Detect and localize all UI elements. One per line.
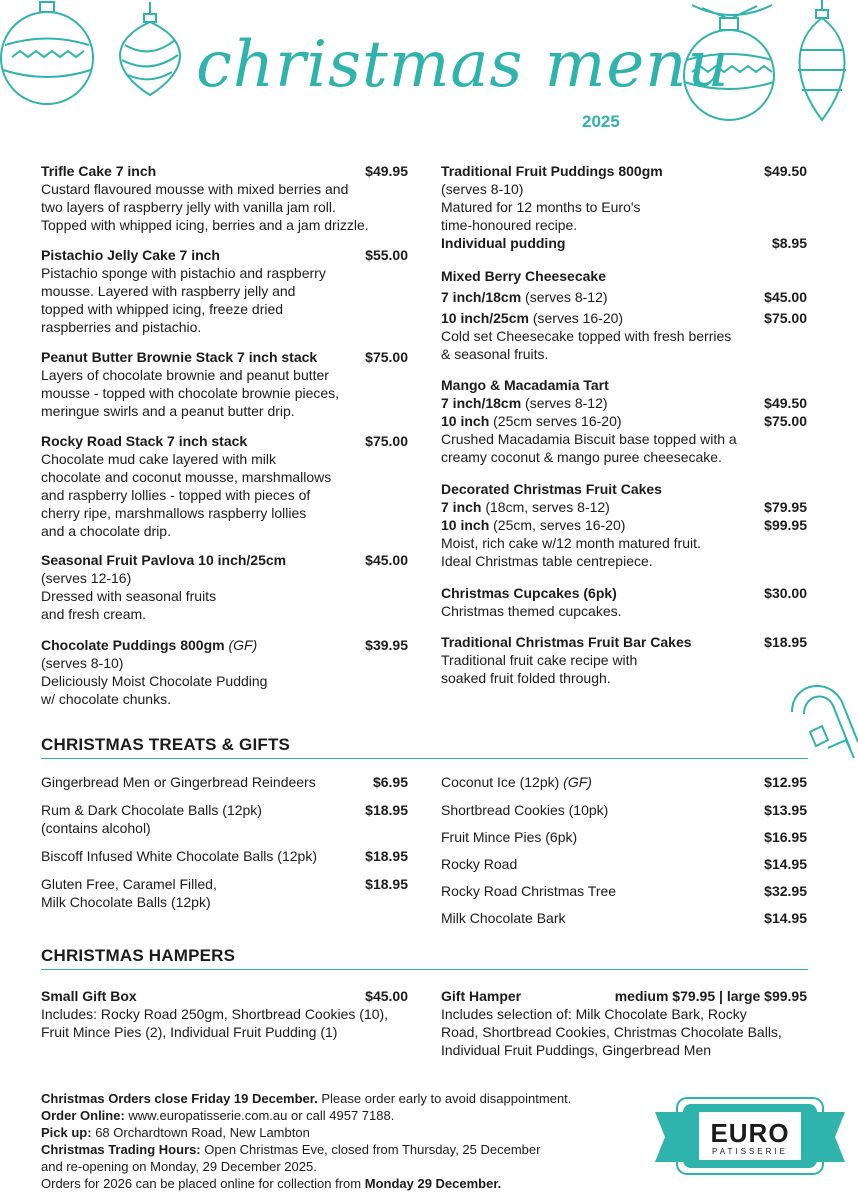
item-name: Decorated Christmas Fruit Cakes xyxy=(441,481,662,497)
menu-item xyxy=(441,162,807,252)
item-desc: two layers of raspberry jelly with vanilla jam roll. xyxy=(41,199,336,215)
item-desc: w/ chocolate chunks. xyxy=(41,691,171,707)
treat-name: Rocky Road Christmas Tree xyxy=(441,883,617,899)
menu-item xyxy=(441,376,807,466)
hamper-name: Small Gift Box xyxy=(41,988,137,1004)
menu-item xyxy=(41,551,408,623)
item-desc: meringue swirls and a peanut butter drip. xyxy=(41,403,295,419)
menu-item xyxy=(441,633,807,687)
footer-text: Please order early to avoid disappointment. xyxy=(317,1091,572,1106)
menu-item xyxy=(441,584,807,620)
treat-price: $14.95 xyxy=(764,856,807,872)
menu-item xyxy=(441,480,807,570)
item-price: $49.50 xyxy=(764,163,807,179)
hamper-item xyxy=(441,987,807,1059)
option-detail: (serves 8-12) xyxy=(521,289,608,305)
treat-name: Milk Chocolate Bark xyxy=(441,910,566,926)
hamper-item xyxy=(41,987,408,1041)
footer-label: Christmas Trading Hours: xyxy=(41,1142,201,1157)
option-detail: (18cm, serves 8-12) xyxy=(481,499,610,515)
item-desc: and fresh cream. xyxy=(41,606,147,622)
option-detail: (25cm serves 16-20) xyxy=(489,413,622,429)
treat-name: Gluten Free, Caramel Filled, xyxy=(41,876,217,892)
treat-note: (GF) xyxy=(563,774,592,790)
item-desc: creamy coconut & mango puree cheesecake. xyxy=(441,449,722,465)
footer-text: www.europatisserie.com.au or call 4957 7188. xyxy=(124,1108,395,1123)
item-name: Peanut Butter Brownie Stack 7 inch stack xyxy=(41,349,318,365)
option-size: 10 inch xyxy=(441,413,490,429)
treat-item xyxy=(441,828,807,846)
treat-name: Rocky Road xyxy=(441,856,518,872)
candy-cane-icon xyxy=(780,672,858,782)
bauble-left-icon xyxy=(0,0,200,120)
item-sub-price: $8.95 xyxy=(771,235,807,251)
treat-price: $18.95 xyxy=(365,802,408,818)
treat-name: Biscoff Infused White Chocolate Balls (12pk) xyxy=(41,848,317,864)
treat-price: $18.95 xyxy=(365,876,408,892)
item-name: Seasonal Fruit Pavlova 10 inch/25cm xyxy=(41,552,287,568)
menu-item xyxy=(41,162,408,234)
item-price: $79.95 xyxy=(764,499,807,515)
item-price: $75.00 xyxy=(365,433,408,449)
footer-text: 68 Orchardtown Road, New Lambton xyxy=(91,1125,310,1140)
item-desc: and raspberry lollies - topped with pieces of xyxy=(41,487,311,503)
menu-item xyxy=(41,246,408,336)
treat-item xyxy=(41,847,408,865)
item-desc: (serves 12-16) xyxy=(41,570,132,586)
footer-text: Open Christmas Eve, closed from Thursday, 25 December xyxy=(200,1142,541,1157)
item-desc: (serves 8-10) xyxy=(441,181,524,197)
treat-name: Coconut Ice (12pk) xyxy=(441,774,564,790)
item-name: Mango & Macadamia Tart xyxy=(441,377,609,393)
menu-item xyxy=(41,432,408,540)
footer-text: and re-opening on Monday, 29 December 2025. xyxy=(41,1159,317,1174)
item-desc: (serves 8-10) xyxy=(41,655,124,671)
item-desc: Christmas themed cupcakes. xyxy=(441,603,622,619)
item-desc: Matured for 12 months to Euro's xyxy=(441,199,641,215)
treat-item xyxy=(441,909,807,927)
treat-price: $14.95 xyxy=(764,910,807,926)
treat-item xyxy=(441,855,807,873)
footer-label: Pick up: xyxy=(41,1125,92,1140)
treat-price: $6.95 xyxy=(372,774,408,790)
treat-note: Milk Chocolate Balls (12pk) xyxy=(41,894,211,910)
item-desc: Pistachio sponge with pistachio and raspberry xyxy=(41,265,326,281)
item-price: $39.95 xyxy=(365,637,408,653)
item-desc: mousse. Layered with raspberry jelly and xyxy=(41,283,296,299)
page-title: christmas menu xyxy=(196,28,730,102)
option-size: 7 inch xyxy=(441,499,482,515)
item-price: $99.95 xyxy=(764,517,807,533)
item-price: $18.95 xyxy=(764,634,807,650)
hamper-price: $45.00 xyxy=(365,988,408,1004)
item-desc: Layers of chocolate brownie and peanut butter xyxy=(41,367,329,383)
item-desc: Custard flavoured mousse with mixed berries and xyxy=(41,181,349,197)
option-size: 7 inch/18cm xyxy=(441,395,522,411)
treat-price: $12.95 xyxy=(764,774,807,790)
footer-label: Order Online: xyxy=(41,1108,125,1123)
item-desc: & seasonal fruits. xyxy=(441,346,549,362)
treat-item xyxy=(441,801,807,819)
option-size: 7 inch/18cm xyxy=(441,289,522,305)
hamper-desc: Fruit Mince Pies (2), Individual Fruit Pudding (1) xyxy=(41,1024,338,1040)
treat-price: $13.95 xyxy=(764,802,807,818)
item-desc: raspberries and pistachio. xyxy=(41,319,202,335)
hamper-desc: Individual Fruit Puddings, Gingerbread Men xyxy=(441,1042,712,1058)
hamper-desc: Includes selection of: Milk Chocolate Bark, Rocky xyxy=(441,1006,747,1022)
hampers-heading: CHRISTMAS HAMPERS xyxy=(41,946,808,970)
item-desc: chocolate and coconut mousse, marshmallows xyxy=(41,469,332,485)
treat-name: Fruit Mince Pies (6pk) xyxy=(441,829,578,845)
footer-text: Orders for 2026 can be placed online for collection from xyxy=(41,1176,365,1191)
treat-item xyxy=(441,882,807,900)
hamper-desc: Road, Shortbread Cookies, Christmas Chocolate Balls, xyxy=(441,1024,782,1040)
item-price: $55.00 xyxy=(365,247,408,263)
item-desc: topped with whipped icing, freeze dried xyxy=(41,301,284,317)
item-name: Trifle Cake 7 inch xyxy=(41,163,157,179)
treat-name: Shortbread Cookies (10pk) xyxy=(441,802,609,818)
item-price: $49.50 xyxy=(764,395,807,411)
treat-price: $18.95 xyxy=(365,848,408,864)
option-detail: (serves 16-20) xyxy=(528,310,624,326)
item-note: (GF) xyxy=(228,637,258,653)
hamper-desc: Includes: Rocky Road 250gm, Shortbread Cookies (10), xyxy=(41,1006,389,1022)
item-desc: Ideal Christmas table centrepiece. xyxy=(441,553,653,569)
item-price: $75.00 xyxy=(365,349,408,365)
hamper-price: medium $79.95 | large $99.95 xyxy=(614,988,807,1004)
item-sub-name: Individual pudding xyxy=(441,235,566,251)
item-desc: Moist, rich cake w/12 month matured fruit. xyxy=(441,535,701,551)
item-name: Traditional Christmas Fruit Bar Cakes xyxy=(441,634,692,650)
treat-item xyxy=(41,773,408,791)
item-desc: Dressed with seasonal fruits xyxy=(41,588,217,604)
item-name: Christmas Cupcakes (6pk) xyxy=(441,585,617,601)
menu-item xyxy=(41,348,408,420)
year-label: 2025 xyxy=(582,112,620,131)
item-desc: Cold set Cheesecake topped with fresh berries xyxy=(441,328,732,344)
item-price: $49.95 xyxy=(365,163,408,179)
hamper-name: Gift Hamper xyxy=(441,988,522,1004)
treat-note: (contains alcohol) xyxy=(41,820,151,836)
footer-info xyxy=(41,1090,641,1192)
footer-label: Christmas Orders close Friday 19 December. xyxy=(41,1091,318,1106)
treat-item xyxy=(41,875,408,911)
item-desc: Topped with whipped icing, berries and a jam drizzle. xyxy=(41,217,369,233)
footer-label: Monday 29 December. xyxy=(364,1176,502,1191)
treat-item xyxy=(441,773,807,791)
item-name: Chocolate Puddings 800gm xyxy=(41,637,225,653)
item-price: $75.00 xyxy=(764,310,807,326)
treats-heading: CHRISTMAS TREATS & GIFTS xyxy=(41,735,808,759)
item-name: Pistachio Jelly Cake 7 inch xyxy=(41,247,220,263)
treat-price: $32.95 xyxy=(764,883,807,899)
item-desc: and a chocolate drip. xyxy=(41,523,171,539)
option-size: 10 inch xyxy=(441,517,490,533)
menu-item xyxy=(441,267,807,363)
treat-price: $16.95 xyxy=(764,829,807,845)
treat-name: Rum & Dark Chocolate Balls (12pk) xyxy=(41,802,262,818)
item-price: $45.00 xyxy=(365,552,408,568)
item-price: $75.00 xyxy=(764,413,807,429)
item-price: $30.00 xyxy=(764,585,807,601)
item-desc: Chocolate mud cake layered with milk xyxy=(41,451,276,467)
treat-name: Gingerbread Men or Gingerbread Reindeers xyxy=(41,774,316,790)
item-desc: cherry ripe, marshmallows raspberry lollies xyxy=(41,505,307,521)
option-detail: (serves 8-12) xyxy=(521,395,608,411)
item-desc: soaked fruit folded through. xyxy=(441,670,611,686)
item-desc: Deliciously Moist Chocolate Pudding xyxy=(41,673,268,689)
item-name: Mixed Berry Cheesecake xyxy=(441,268,606,284)
item-desc: time-honoured recipe. xyxy=(441,217,578,233)
logo-sub: PATISSERIE xyxy=(712,1147,788,1156)
item-price: $45.00 xyxy=(764,289,807,305)
logo-name: EURO xyxy=(710,1118,790,1148)
option-detail: (25cm, serves 16-20) xyxy=(489,517,626,533)
item-desc: Crushed Macadamia Biscuit base topped with a xyxy=(441,431,737,447)
item-name: Rocky Road Stack 7 inch stack xyxy=(41,433,248,449)
menu-item xyxy=(41,636,408,708)
item-desc: mousse - topped with chocolate brownie pieces, xyxy=(41,385,340,401)
item-desc: Traditional fruit cake recipe with xyxy=(441,652,638,668)
treat-item xyxy=(41,801,408,837)
item-name: Traditional Fruit Puddings 800gm xyxy=(441,163,663,179)
option-size: 10 inch/25cm xyxy=(441,310,529,326)
